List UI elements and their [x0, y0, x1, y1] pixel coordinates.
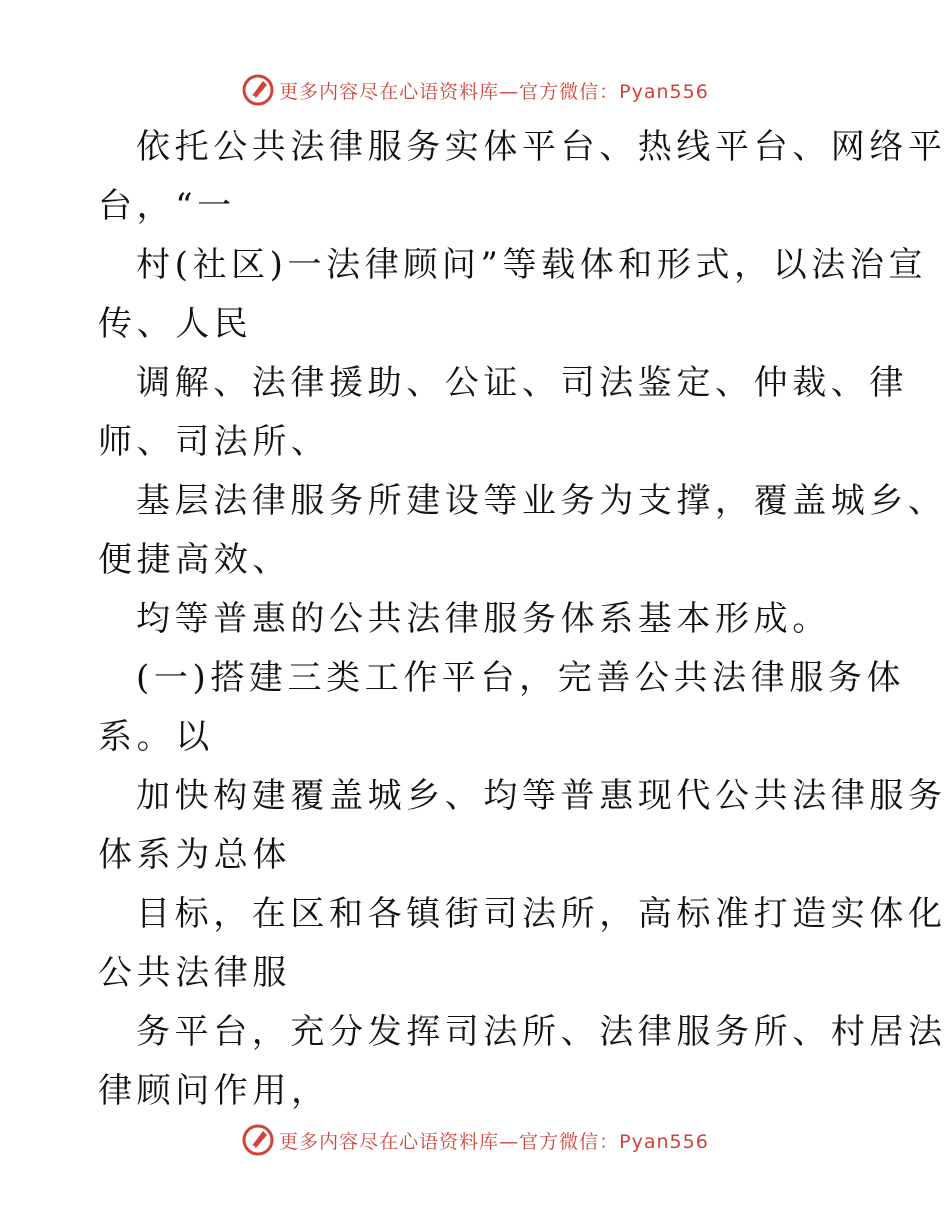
footer-banner-text: 更多内容尽在心语资料库—官方微信：Pyan556: [279, 1130, 709, 1153]
text-line: 目标，在区和各镇街司法所，高标准打造实体化: [136, 894, 947, 934]
text-line: 律顾问作用，: [98, 1071, 330, 1111]
text-line: 务平台，充分发挥司法所、法律服务所、村居法: [136, 1012, 947, 1052]
text-line: 公共法律服: [98, 953, 291, 993]
text-line: 体系为总体: [98, 835, 291, 875]
text-line: 加快构建覆盖城乡、均等普惠现代公共法律服务: [136, 776, 947, 816]
header-banner-text: 更多内容尽在心语资料库—官方微信：Pyan556: [279, 80, 709, 103]
text-line: 传、人民: [98, 304, 253, 344]
document-body: [98, 118, 947, 1121]
pen-nib-icon: [241, 1123, 275, 1157]
text-line: (一)搭建三类工作平台，完善公共法律服务体: [136, 658, 906, 698]
text-line: 台，“一: [98, 186, 236, 226]
text-line: 便捷高效、: [98, 540, 291, 580]
pen-nib-icon: [241, 73, 275, 107]
text-line: 依托公共法律服务实体平台、热线平台、网络平: [136, 127, 947, 167]
text-line: 基层法律服务所建设等业务为支撑，覆盖城乡、: [136, 481, 947, 521]
footer-banner: [0, 1120, 950, 1160]
text-line: 师、司法所、: [98, 422, 330, 462]
header-banner: [0, 70, 950, 110]
text-line: 均等普惠的公共法律服务体系基本形成。: [136, 599, 831, 639]
text-line: 村(社区)一法律顾问”等载体和形式，以法治宣: [136, 245, 928, 285]
text-line: 调解、法律援助、公证、司法鉴定、仲裁、律: [136, 363, 908, 403]
text-line: 系。以: [98, 717, 214, 757]
